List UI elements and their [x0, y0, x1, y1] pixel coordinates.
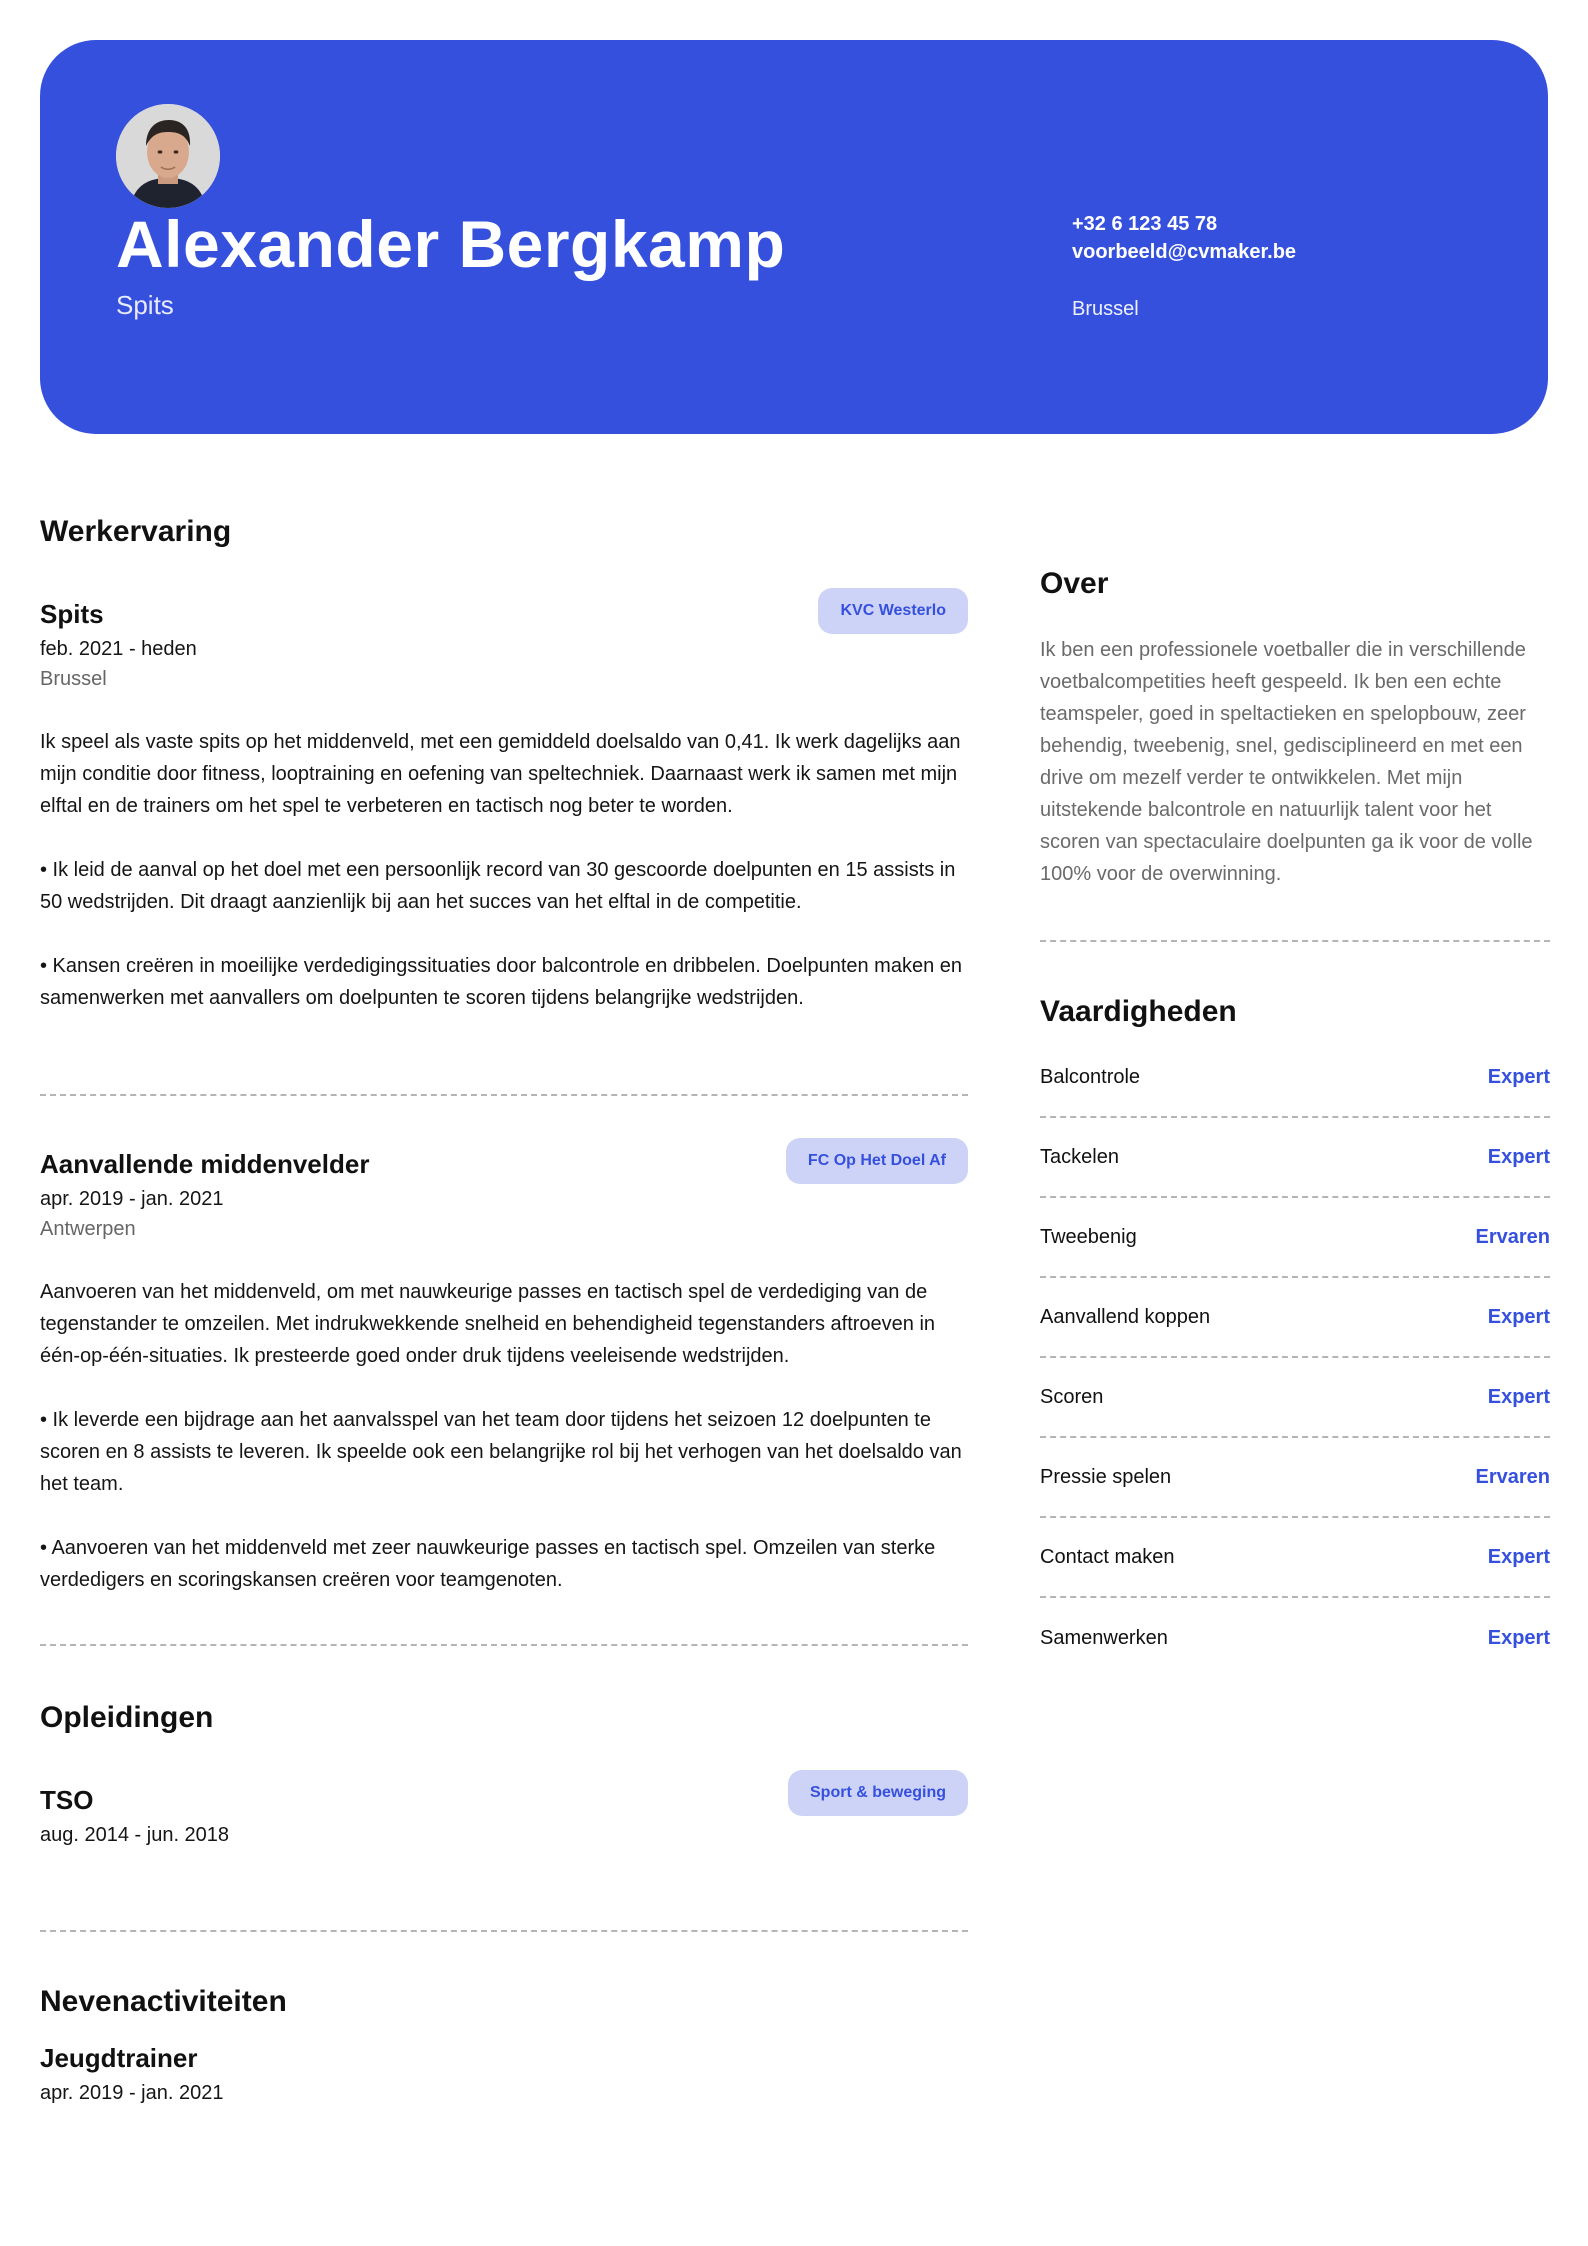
- city: Brussel: [1072, 298, 1139, 320]
- left-column: [40, 510, 968, 2108]
- skill-row: [1040, 1198, 1550, 1278]
- entry-date: apr. 2019 - jan. 2021: [40, 1188, 224, 1210]
- contact-block: [1072, 210, 1296, 321]
- side-activity-entry: [40, 2038, 968, 2108]
- phone-number[interactable]: +32 6 123 45 78: [1072, 213, 1218, 235]
- skill-level: Expert: [1487, 1065, 1550, 1088]
- skill-row: [1040, 1118, 1550, 1198]
- skill-name: Scoren: [1040, 1385, 1104, 1408]
- person-avatar-icon: [116, 104, 220, 208]
- email-address[interactable]: voorbeeld@cvmaker.be: [1072, 241, 1297, 263]
- right-column: [1040, 562, 1550, 1678]
- candidate-name: Alexander Bergkamp: [116, 207, 786, 281]
- entry-location: Brussel: [40, 668, 107, 690]
- entry-paragraph: • Ik leid de aanval op het doel met een persoonlijk record van 30 gescoorde doelpunten en 15 assists in 50 wedstrijden. Dit draagt aanzienlijk bij aan het succes van het elftal in de competitie.: [40, 859, 956, 913]
- skill-level: Ervaren: [1475, 1465, 1550, 1488]
- section-title-skills: Vaardigheden: [1040, 995, 1237, 1028]
- skill-row: [1040, 1598, 1550, 1678]
- entry-title: Aanvallende middenvelder: [40, 1149, 370, 1179]
- divider: [40, 1644, 968, 1646]
- education-entry: [40, 1780, 968, 1850]
- avatar-photo-icon: [116, 104, 220, 208]
- entry-paragraph: • Aanvoeren van het middenveld met zeer nauwkeurige passes en tactisch spel. Omzeilen van sterke verdedigers en scoringskansen creëren voor teamgenoten.: [40, 1537, 936, 1591]
- experience-entry: [40, 594, 968, 1014]
- skills-list: [1040, 1038, 1550, 1678]
- entry-paragraph: • Ik leverde een bijdrage aan het aanvalsspel van het team door tijdens het seizoen 12 doelpunten te scoren en 8 assists te leveren. Ik speelde ook een belangrijke rol bij het verhogen van het doelsaldo van het team.: [40, 1409, 962, 1495]
- entry-date: feb. 2021 - heden: [40, 638, 197, 660]
- about-text: Ik ben een professionele voetballer die in verschillende voetbalcompetities heeft gespeeld. Ik ben een echte teamspeler, goed in speltactieken en spelopbouw, zeer behendig, tweebenig, snel, gedisciplineerd en met een drive om mezelf verder te ontwikkelen. Met mijn uitstekende balcontrole en natuurlijk talent voor het scoren van spectaculaire doelpunten ga ik voor de volle 100% voor de overwinning.: [1040, 639, 1533, 885]
- skill-row: [1040, 1358, 1550, 1438]
- skill-name: Tackelen: [1040, 1145, 1119, 1168]
- entry-date: apr. 2019 - jan. 2021: [40, 2082, 224, 2104]
- entry-title: Jeugdtrainer: [40, 2043, 198, 2073]
- section-title-education: Opleidingen: [40, 1701, 214, 1734]
- section-title-about: Over: [1040, 567, 1109, 600]
- skill-level: Expert: [1487, 1626, 1550, 1649]
- divider: [1040, 940, 1550, 942]
- entry-location: Antwerpen: [40, 1218, 136, 1240]
- skill-level: Ervaren: [1475, 1225, 1550, 1248]
- entry-title: Spits: [40, 599, 104, 629]
- skill-level: Expert: [1487, 1545, 1550, 1568]
- candidate-role: Spits: [116, 290, 174, 320]
- skill-name: Tweebenig: [1040, 1225, 1137, 1248]
- skill-level: Expert: [1487, 1145, 1550, 1168]
- cv-header: [40, 40, 1548, 434]
- skill-row: [1040, 1038, 1550, 1118]
- section-title-side-activities: Nevenactiviteiten: [40, 1985, 287, 2018]
- divider: [40, 1094, 968, 1096]
- skill-name: Pressie spelen: [1040, 1465, 1172, 1488]
- entry-paragraph: • Kansen creëren in moeilijke verdedigingssituaties door balcontrole en dribbelen. Doelpunten maken en samenwerken met aanvallers om doelpunten te scoren tijdens belangrijke wedstrijden.: [40, 955, 963, 1009]
- employer-badge: FC Op Het Doel Af: [786, 1138, 968, 1184]
- skill-row: [1040, 1438, 1550, 1518]
- entry-paragraph: Aanvoeren van het middenveld, om met nauwkeurige passes en tactisch spel de verdediging van de tegenstander te omzeilen. Met indrukwekkende snelheid en behendigheid tegenstanders aftroeven in één-op-één-situaties. Ik presteerde goed onder druk tijdens veeleisende wedstrijden.: [40, 1281, 936, 1367]
- skill-name: Samenwerken: [1040, 1626, 1168, 1649]
- field-badge: Sport & beweging: [788, 1770, 968, 1816]
- skill-name: Contact maken: [1040, 1545, 1175, 1568]
- experience-entry: [40, 1144, 968, 1596]
- employer-badge: KVC Westerlo: [818, 588, 968, 634]
- skill-level: Expert: [1487, 1385, 1550, 1408]
- entry-title: TSO: [40, 1785, 94, 1815]
- skill-row: [1040, 1278, 1550, 1358]
- skill-name: Balcontrole: [1040, 1065, 1141, 1088]
- entry-paragraph: Ik speel als vaste spits op het middenveld, met een gemiddeld doelsaldo van 0,41. Ik werk dagelijks aan mijn conditie door fitness, looptraining en oefening van speltechniek. Daarnaast werk ik samen met mijn elftal en de trainers om het spel te verbeteren en tactisch nog beter te worden.: [40, 731, 961, 817]
- divider: [40, 1930, 968, 1932]
- skill-name: Aanvallend koppen: [1040, 1305, 1211, 1328]
- skill-level: Expert: [1487, 1305, 1550, 1328]
- entry-date: aug. 2014 - jun. 2018: [40, 1824, 230, 1846]
- skill-row: [1040, 1518, 1550, 1598]
- section-title-experience: Werkervaring: [40, 515, 232, 548]
